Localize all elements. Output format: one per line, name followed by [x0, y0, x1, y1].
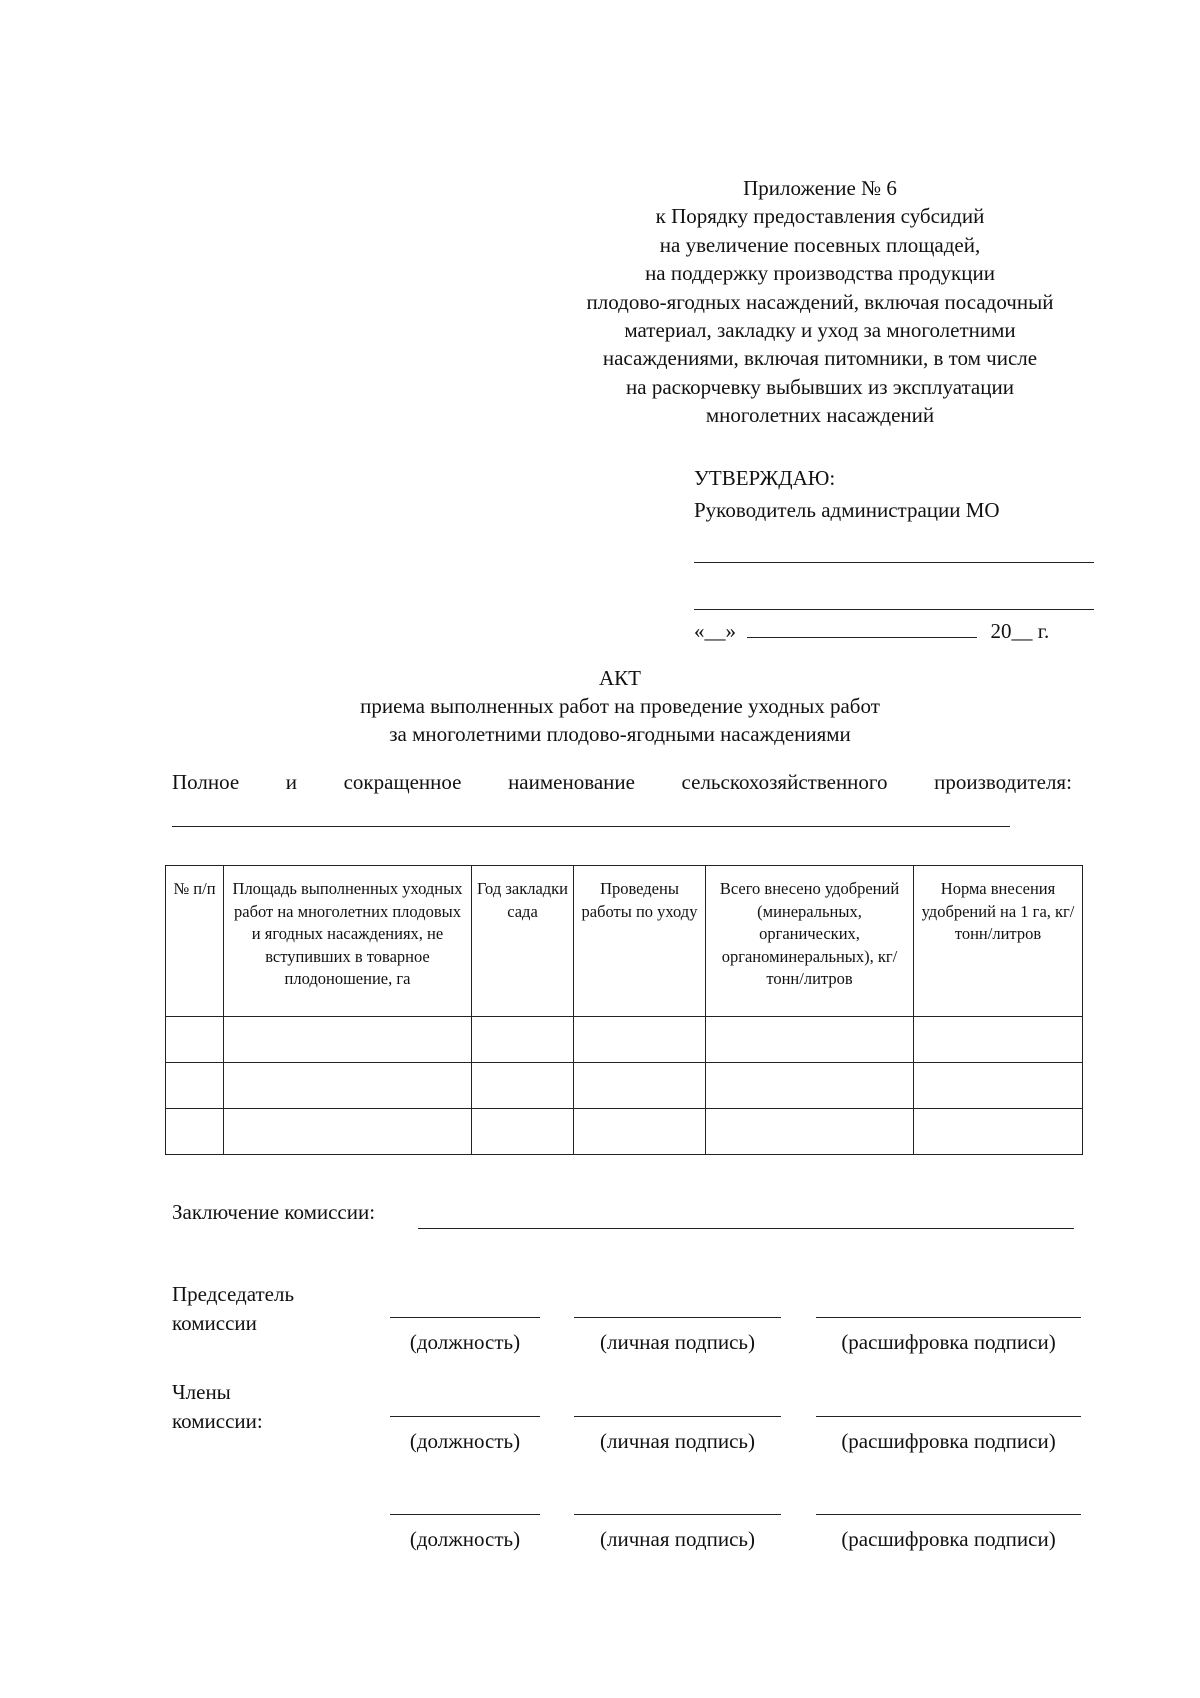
table-cell[interactable] [706, 1017, 914, 1063]
col-header-fertilizer-total: Всего внесено удобрений (минеральных, органических, органоминеральных), кг/тонн/литров [706, 866, 914, 1017]
act-title-main: АКТ [599, 666, 641, 690]
act-title [200, 664, 1040, 748]
producer-word: и [285, 770, 298, 794]
caption-decoding: (расшифровка подписи) [841, 1429, 1056, 1453]
chairman-position-line[interactable] [390, 1317, 540, 1318]
table-cell[interactable] [574, 1063, 706, 1109]
appendix-line: Приложение № 6 [743, 176, 897, 200]
producer-word: сельскохозяйственного [681, 770, 888, 794]
appendix-line: материал, закладку и уход за многолетними [624, 318, 1016, 343]
producer-word: сокращенное [343, 770, 462, 794]
caption-decoding: (расшифровка подписи) [841, 1330, 1056, 1354]
col-header-year: Год закладки сада [472, 866, 574, 1017]
table-cell[interactable] [914, 1017, 1083, 1063]
caption-position: (должность) [409, 1330, 521, 1354]
member1-position-line[interactable] [390, 1416, 540, 1417]
chairman-signature-line[interactable] [574, 1317, 781, 1318]
table-cell[interactable] [472, 1017, 574, 1063]
approval-name-line[interactable] [694, 609, 1094, 610]
caption-decoding: (расшифровка подписи) [841, 1527, 1056, 1551]
table-cell[interactable] [914, 1063, 1083, 1109]
table-cell[interactable] [574, 1109, 706, 1155]
appendix-line: плодово-ягодных насаждений, включая посадочный [586, 289, 1054, 314]
table-cell[interactable] [472, 1063, 574, 1109]
commission-conclusion-line[interactable] [418, 1228, 1074, 1229]
date-year[interactable]: 20__ г. [990, 619, 1050, 643]
approval-heading: УТВЕРЖДАЮ: [694, 466, 836, 490]
caption-signature: (личная подпись) [600, 1429, 755, 1453]
col-header-fertilizer-norm: Норма внесения удобрений на 1 га, кг/тонн/литров [914, 866, 1083, 1017]
table-cell[interactable] [166, 1063, 224, 1109]
works-table [165, 865, 1083, 1155]
member2-decoding-line[interactable] [816, 1514, 1081, 1515]
table-cell[interactable] [706, 1109, 914, 1155]
act-title-line2: за многолетними плодово-ягодными насаждениями [389, 722, 851, 746]
chairman-label [172, 1280, 294, 1338]
appendix-header [540, 174, 1100, 430]
table-cell[interactable] [706, 1063, 914, 1109]
table-cell[interactable] [166, 1017, 224, 1063]
producer-name-line[interactable] [172, 826, 1010, 827]
chairman-label-line2: комиссии [172, 1311, 257, 1335]
commission-conclusion-label: Заключение комиссии: [172, 1200, 376, 1224]
table-cell[interactable] [914, 1109, 1083, 1155]
appendix-line: многолетних насаждений [705, 403, 935, 428]
members-label-line1: Члены [172, 1380, 231, 1404]
chairman-label-line1: Председатель [172, 1282, 295, 1306]
table-cell[interactable] [224, 1017, 472, 1063]
producer-name-label [172, 770, 1072, 795]
appendix-line: на поддержку производства продукции [645, 261, 995, 286]
members-label [172, 1378, 263, 1436]
approval-date [694, 619, 1049, 644]
col-header-number: № п/п [166, 866, 224, 1017]
act-title-line1: приема выполненных работ на проведение уходных работ [360, 694, 880, 718]
member1-decoding-line[interactable] [816, 1416, 1081, 1417]
table-cell[interactable] [574, 1017, 706, 1063]
caption-signature: (личная подпись) [600, 1330, 755, 1354]
appendix-line: насаждениями, включая питомники, в том числе [602, 346, 1038, 371]
table-header-row [166, 866, 1083, 1017]
approval-signature-line[interactable] [694, 562, 1094, 563]
appendix-line: на раскорчевку выбывших из эксплуатации [626, 374, 1014, 399]
approval-block [694, 462, 1000, 526]
caption-position: (должность) [409, 1429, 521, 1453]
chairman-decoding-line[interactable] [816, 1317, 1081, 1318]
producer-word: наименование [508, 770, 635, 794]
producer-word: Полное [172, 770, 240, 794]
table-cell[interactable] [472, 1109, 574, 1155]
table-row [166, 1017, 1083, 1063]
date-day[interactable]: «__» [694, 619, 736, 643]
table-cell[interactable] [224, 1063, 472, 1109]
caption-signature: (личная подпись) [600, 1527, 755, 1551]
date-month-blank[interactable] [747, 619, 977, 638]
col-header-area: Площадь выполненных уходных работ на многолетних плодовых и ягодных насаждениях, не вступивших в товарное плодоношение, га [224, 866, 472, 1017]
members-label-line2: комиссии: [172, 1409, 263, 1433]
appendix-line: к Порядку предоставления субсидий [655, 204, 985, 229]
member2-signature-line[interactable] [574, 1514, 781, 1515]
table-row [166, 1109, 1083, 1155]
member2-position-line[interactable] [390, 1514, 540, 1515]
table-cell[interactable] [166, 1109, 224, 1155]
col-header-works: Проведены работы по уходу [574, 866, 706, 1017]
caption-position: (должность) [409, 1527, 521, 1551]
table-row [166, 1063, 1083, 1109]
table-cell[interactable] [224, 1109, 472, 1155]
producer-word: производителя: [934, 770, 1072, 794]
approval-position: Руководитель администрации МО [694, 498, 1000, 522]
appendix-line: на увеличение посевных площадей, [659, 232, 981, 257]
member1-signature-line[interactable] [574, 1416, 781, 1417]
